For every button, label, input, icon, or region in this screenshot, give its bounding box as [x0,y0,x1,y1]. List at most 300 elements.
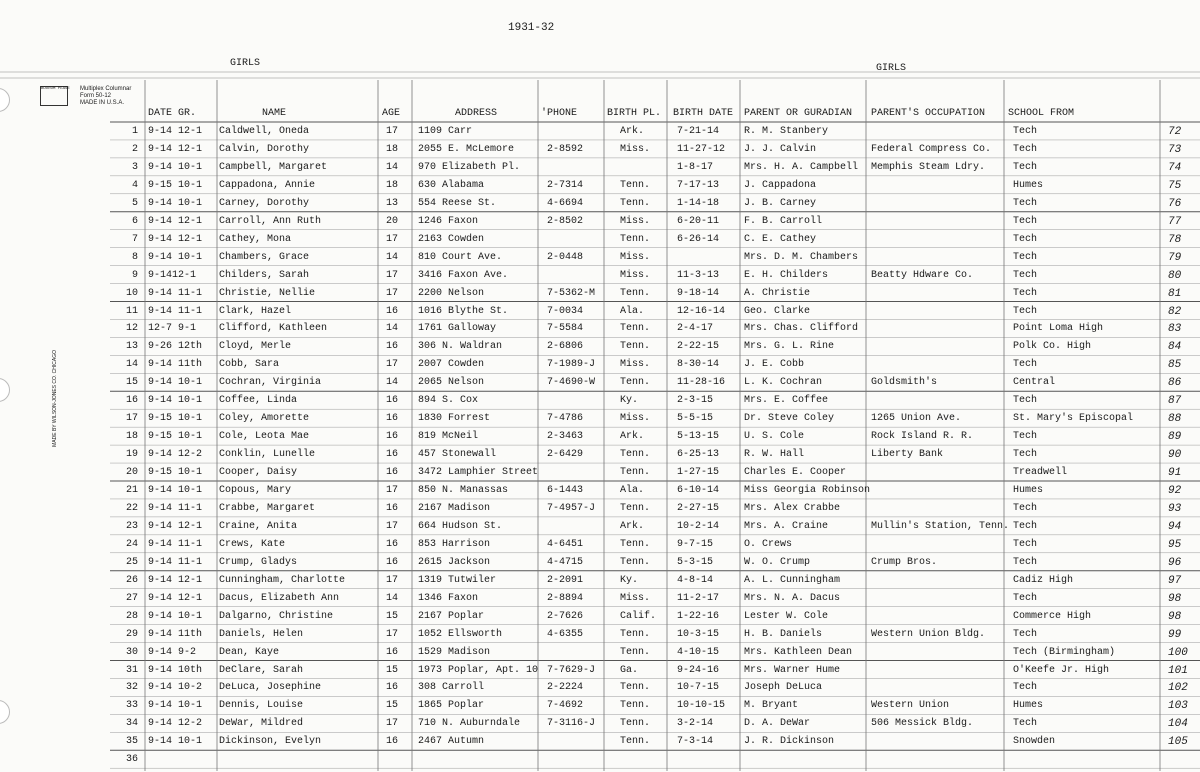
row-school: Cadiz High [1013,574,1074,586]
row-phone: 7-7629-J [547,664,596,676]
row-birth-date: 9-24-16 [677,664,720,676]
table-row [0,395,1200,413]
row-parent: A. Christie [744,287,811,299]
row-birth-date: 6-10-14 [677,485,720,496]
row-birth-date: 12-16-14 [677,305,726,317]
row-record-number: 102 [1168,682,1188,695]
row-age: 14 [386,323,399,335]
row-date-grade: 9-14 12-1 [148,592,203,604]
row-name: Cappadona, Annie [219,179,316,191]
row-address: 1052 Ellsworth [418,628,503,640]
row-age: 14 [386,251,399,263]
table-row [0,593,1200,611]
row-school: Tech [1013,520,1038,532]
row-date-grade: 9-14 11-1 [148,305,203,317]
row-age: 14 [386,377,399,389]
row-birth-place: Tenn. [620,646,651,658]
row-occupation: Liberty Bank [871,449,944,461]
row-birth-place: Tenn. [620,538,651,550]
row-number: 15 [125,377,138,389]
table-row [0,198,1200,216]
row-school: Tech [1013,359,1038,371]
row-record-number: 89 [1168,431,1182,444]
row-age: 17 [386,628,399,640]
row-school: Commerce High [1013,610,1092,622]
table-row [0,611,1200,629]
row-record-number: 83 [1168,323,1182,336]
row-date-grade: 9-1412-1 [148,269,197,281]
row-age: 15 [386,610,399,622]
row-name: DeWar, Mildred [219,718,304,730]
row-record-number: 91 [1168,467,1182,480]
row-date-grade: 12-7 9-1 [148,323,197,335]
header-name: NAME [262,108,287,119]
row-parent: M. Bryant [744,700,799,712]
row-parent: E. H. Childers [744,269,829,281]
row-occupation: 506 Messick Bldg. [871,718,974,730]
row-address: 1319 Tutwiler [418,574,497,586]
row-phone: 7-3116-J [547,718,596,730]
row-name: Carney, Dorothy [219,197,310,209]
row-birth-date: 5-5-15 [677,413,714,425]
row-name: Dean, Kaye [219,646,280,658]
row-school: Tech [1013,305,1038,317]
row-address: 2615 Jackson [418,556,491,568]
row-birth-date: 4-8-14 [677,574,714,586]
row-record-number: 105 [1168,736,1188,749]
row-age: 16 [386,413,399,425]
row-address: 853 Harrison [418,538,491,550]
row-age: 16 [386,467,399,479]
row-age: 16 [386,395,399,407]
row-record-number: 94 [1168,520,1182,533]
row-date-grade: 9-14 10th [148,664,203,676]
row-school: Tech [1013,161,1038,173]
row-birth-place: Ark. [620,126,645,137]
row-birth-place: Ark. [620,431,645,443]
row-number: 2 [131,143,138,155]
row-occupation: Goldsmith's [871,377,938,389]
row-birth-place: Calif. [620,610,657,622]
row-school: Humes [1013,485,1044,496]
row-date-grade: 9-14 10-1 [148,485,203,496]
row-parent: W. O. Crump [744,556,811,568]
row-phone: 7-5362-M [547,287,596,299]
row-occupation: Crump Bros. [871,556,938,568]
row-school: Tech [1013,251,1038,263]
row-parent: Geo. Clarke [744,305,811,317]
row-parent: U. S. Cole [744,431,805,443]
row-parent: L. K. Cochran [744,377,823,389]
table-row [0,503,1200,521]
row-birth-date: 8-30-14 [677,359,720,371]
row-record-number: 87 [1168,395,1182,408]
row-number: 17 [125,413,138,425]
row-name: Campbell, Margaret [219,161,328,173]
row-date-grade: 9-14 11-1 [148,287,203,299]
table-row [0,521,1200,539]
row-parent: Mrs. H. A. Campbell [744,161,859,173]
table-row [0,144,1200,162]
row-record-number: 85 [1168,359,1182,372]
form-info-line: Multiplex Columnar [80,86,132,92]
row-parent: A. L. Cunningham [744,574,841,586]
row-number: 34 [125,718,138,730]
row-parent: Mrs. A. Craine [744,520,829,532]
header-birth-place: BIRTH PL. [607,108,662,119]
row-parent: J. E. Cobb [744,359,805,371]
row-number: 21 [125,485,138,496]
row-number: 33 [125,700,138,712]
row-address: 308 Carroll [418,682,485,694]
row-birth-date: 5-3-15 [677,556,714,568]
row-school: Tech [1013,287,1038,299]
row-record-number: 104 [1168,718,1188,731]
row-date-grade: 9-14 11-1 [148,556,203,568]
row-parent: C. E. Cathey [744,233,817,245]
row-age: 17 [386,233,399,245]
row-school: Tech [1013,718,1038,730]
row-birth-place: Ala. [620,305,645,317]
row-birth-place: Ga. [620,664,639,676]
row-date-grade: 9-26 12th [148,341,203,353]
row-birth-date: 2-22-15 [677,341,720,353]
row-number: 11 [125,305,138,317]
row-birth-date: 4-10-15 [677,646,720,658]
row-school: Treadwell [1013,467,1068,479]
row-parent: Mrs. D. M. Chambers [744,251,859,263]
row-birth-place: Ala. [620,485,645,496]
row-address: 1830 Forrest [418,413,491,425]
row-record-number: 84 [1168,341,1182,354]
row-address: 2467 Autumn [418,736,485,748]
row-number: 6 [131,215,138,227]
maker-imprint: MADE BY WILSON-JONES CO. CHICAGO [52,350,58,447]
row-age: 16 [386,305,399,317]
row-address: 850 N. Manassas [418,485,509,496]
row-name: Coffee, Linda [219,395,298,407]
form-info-line: MADE IN U.S.A. [80,100,125,106]
table-row [0,234,1200,252]
row-address: 3472 Lamphier Street [418,467,539,479]
row-name: Cobb, Sara [219,359,280,371]
row-date-grade: 9-14 9-2 [148,646,197,658]
row-age: 16 [386,736,399,748]
row-birth-place: Tenn. [620,736,651,748]
row-number: 23 [125,520,138,532]
row-age: 13 [386,197,399,209]
row-school: St. Mary's Episcopal [1013,413,1134,425]
row-occupation: Western Union Bldg. [871,628,986,640]
row-phone: 2-2091 [547,574,584,586]
row-school: Tech [1013,143,1038,155]
row-date-grade: 9-14 11th [148,628,203,640]
row-parent: Mrs. E. Coffee [744,395,829,407]
row-birth-date: 11-27-12 [677,143,726,155]
table-row [0,485,1200,503]
row-number: 20 [125,467,138,479]
row-parent: Mrs. Alex Crabbe [744,502,841,514]
row-name: Cooper, Daisy [219,467,298,479]
row-record-number: 93 [1168,502,1182,515]
row-number: 7 [131,233,138,245]
row-address: 2167 Poplar [418,610,485,622]
row-name: Clifford, Kathleen [219,323,328,335]
row-address: 1529 Madison [418,646,491,658]
row-birth-date: 6-26-14 [677,233,720,245]
row-record-number: 98 [1168,592,1182,605]
row-occupation: Rock Island R. R. [871,431,974,443]
row-record-number: 100 [1168,646,1188,659]
row-parent: O. Crews [744,538,793,550]
row-phone: 2-7626 [547,610,584,622]
table-row [0,288,1200,306]
row-birth-place: Tenn. [620,502,651,514]
row-name: Craine, Anita [219,520,298,532]
row-number: 28 [125,610,138,622]
row-parent: Charles E. Cooper [744,467,847,479]
row-occupation: 1265 Union Ave. [871,413,962,425]
row-birth-date: 1-27-15 [677,467,720,479]
row-record-number: 103 [1168,700,1188,713]
row-birth-date: 10-2-14 [677,520,720,532]
table-row [0,557,1200,575]
row-occupation: Beatty Hdware Co. [871,269,974,281]
row-phone: 2-2224 [547,682,584,694]
row-address: 554 Reese St. [418,197,497,209]
table-row [0,665,1200,683]
row-address: 2007 Cowden [418,359,485,371]
row-address: 306 N. Waldran [418,341,503,353]
row-number: 19 [125,449,138,461]
table-row [0,647,1200,665]
row-date-grade: 9-14 10-1 [148,197,203,209]
row-birth-place: Tenn. [620,718,651,730]
row-date-grade: 9-14 10-2 [148,682,203,694]
table-row [0,341,1200,359]
row-birth-place: Tenn. [620,467,651,479]
row-birth-place: Miss. [620,143,651,155]
row-age: 14 [386,161,399,173]
row-birth-place: Miss. [620,592,651,604]
table-row [0,539,1200,557]
table-row [0,449,1200,467]
row-address: 2163 Cowden [418,233,485,245]
row-name: Dalgarno, Christine [219,610,334,622]
table-row [0,575,1200,593]
row-record-number: 98 [1168,610,1182,623]
row-occupation: Western Union [871,700,950,712]
row-school: Tech [1013,556,1038,568]
row-name: Dennis, Louise [219,700,304,712]
row-school: Tech [1013,449,1038,461]
row-birth-place: Tenn. [620,628,651,640]
row-school: Tech [1013,538,1038,550]
row-parent: R. M. Stanbery [744,126,829,137]
row-birth-date: 1-14-18 [677,197,720,209]
row-age: 20 [386,215,399,227]
row-record-number: 88 [1168,413,1182,426]
row-number: 5 [131,197,138,209]
header-address: ADDRESS [455,108,498,119]
row-age: 17 [386,287,399,299]
row-number: 10 [125,287,138,299]
row-address: 1016 Blythe St. [418,305,509,317]
row-name: Cunningham, Charlotte [219,574,346,586]
row-number: 30 [125,646,138,658]
row-birth-place: Tenn. [620,341,651,353]
row-age: 17 [386,126,399,137]
row-birth-date: 6-25-13 [677,449,720,461]
row-school: Tech (Birmingham) [1013,646,1116,658]
row-birth-place: Tenn. [620,377,651,389]
row-record-number: 73 [1168,143,1182,156]
row-parent: Mrs. N. A. Dacus [744,592,841,604]
row-record-number: 80 [1168,269,1182,282]
school-year: 1931-32 [508,22,555,34]
table-row [0,306,1200,324]
row-date-grade: 9-14 11-1 [148,538,203,550]
row-date-grade: 9-14 10-1 [148,251,203,263]
table-row [0,162,1200,180]
row-phone: 7-4786 [547,413,584,425]
form-info [80,86,131,107]
row-name: Cathey, Mona [219,233,292,245]
row-parent: J. B. Carney [744,197,817,209]
row-number: 24 [125,538,138,550]
row-age: 17 [386,485,399,496]
row-school: Tech [1013,197,1038,209]
row-birth-place: Tenn. [620,197,651,209]
row-parent: H. B. Daniels [744,628,823,640]
row-age: 16 [386,449,399,461]
table-row [0,323,1200,341]
row-school: O'Keefe Jr. High [1013,664,1110,676]
row-birth-place: Miss. [620,269,651,281]
row-parent: Mrs. Kathleen Dean [744,646,853,658]
row-birth-date: 7-21-14 [677,126,720,137]
row-birth-place: Tenn. [620,700,651,712]
row-age: 16 [386,682,399,694]
row-phone: 4-6355 [547,628,584,640]
row-age: 15 [386,700,399,712]
table-row [0,377,1200,395]
header-date-grade: DATE GR. [148,108,197,119]
row-date-grade: 9-14 10-1 [148,377,203,389]
row-number: 8 [131,251,138,263]
row-address: 810 Court Ave. [418,251,503,263]
row-name: Dacus, Elizabeth Ann [219,592,340,604]
row-address: 1246 Faxon [418,215,479,227]
row-phone: 2-3463 [547,431,584,443]
row-name: Cole, Leota Mae [219,431,310,443]
row-birth-date: 9-7-15 [677,538,714,550]
row-date-grade: 9-15 10-1 [148,431,203,443]
row-age: 17 [386,718,399,730]
row-name: Childers, Sarah [219,269,310,281]
table-row [0,216,1200,234]
row-name: Coley, Amorette [219,413,310,425]
row-name: Daniels, Helen [219,628,304,640]
row-number: 26 [125,574,138,586]
table-row [0,270,1200,288]
row-birth-place: Tenn. [620,233,651,245]
row-date-grade: 9-14 12-1 [148,143,203,155]
row-record-number: 81 [1168,287,1182,300]
row-birth-date: 3-2-14 [677,718,714,730]
row-school: Tech [1013,628,1038,640]
row-record-number: 86 [1168,377,1182,390]
row-date-grade: 9-15 10-1 [148,179,203,191]
row-parent: J. R. Dickinson [744,736,835,748]
row-name: Cochran, Virginia [219,377,322,389]
row-record-number: 95 [1168,538,1182,551]
row-age: 16 [386,431,399,443]
row-phone: 2-8502 [547,215,584,227]
row-record-number: 72 [1168,126,1182,138]
row-school: Tech [1013,269,1038,281]
row-birth-place: Tenn. [620,556,651,568]
table-row [0,180,1200,198]
row-birth-date: 7-3-14 [677,736,714,748]
table-row [0,700,1200,718]
row-birth-date: 5-13-15 [677,431,720,443]
row-name: Crabbe, Margaret [219,502,316,514]
row-name: Cloyd, Merle [219,341,292,353]
row-birth-date: 1-8-17 [677,161,714,173]
row-phone: 4-4715 [547,556,584,568]
row-number: 35 [125,736,138,748]
row-phone: 7-4957-J [547,502,596,514]
row-birth-place: Tenn. [620,323,651,335]
row-birth-place: Ky. [620,574,639,586]
row-school: Central [1013,377,1056,389]
row-parent: Lester W. Cole [744,610,829,622]
row-name: Christie, Nellie [219,287,316,299]
row-address: 1346 Faxon [418,592,479,604]
row-school: Humes [1013,179,1044,191]
row-age: 17 [386,574,399,586]
row-parent: Miss Georgia Robinson [744,485,871,496]
row-record-number: 96 [1168,556,1182,569]
row-name: Copous, Mary [219,485,292,496]
row-parent: Mrs. Chas. Clifford [744,323,859,335]
row-birth-date: 6-20-11 [677,215,720,227]
row-address: 970 Elizabeth Pl. [418,161,521,173]
row-date-grade: 9-14 11-1 [148,502,203,514]
row-number: 4 [131,179,138,191]
row-phone: 7-1989-J [547,359,596,371]
row-address: 664 Hudson St. [418,520,503,532]
row-number: 14 [125,359,138,371]
row-address: 457 Stonewall [418,449,497,461]
row-school: Snowden [1013,736,1056,748]
row-parent: J. J. Calvin [744,143,817,155]
header-school: SCHOOL FROM [1008,108,1075,119]
row-number: 3 [131,161,138,173]
row-age: 17 [386,359,399,371]
row-age: 16 [386,502,399,514]
row-birth-date: 10-7-15 [677,682,720,694]
row-occupation: Federal Compress Co. [871,143,992,155]
table-row [0,252,1200,270]
row-birth-date: 11-28-16 [677,377,726,389]
row-phone: 2-8894 [547,592,584,604]
row-parent: J. Cappadona [744,179,817,191]
row-record-number: 99 [1168,628,1182,641]
row-birth-date: 2-4-17 [677,323,714,335]
row-age: 18 [386,143,399,155]
